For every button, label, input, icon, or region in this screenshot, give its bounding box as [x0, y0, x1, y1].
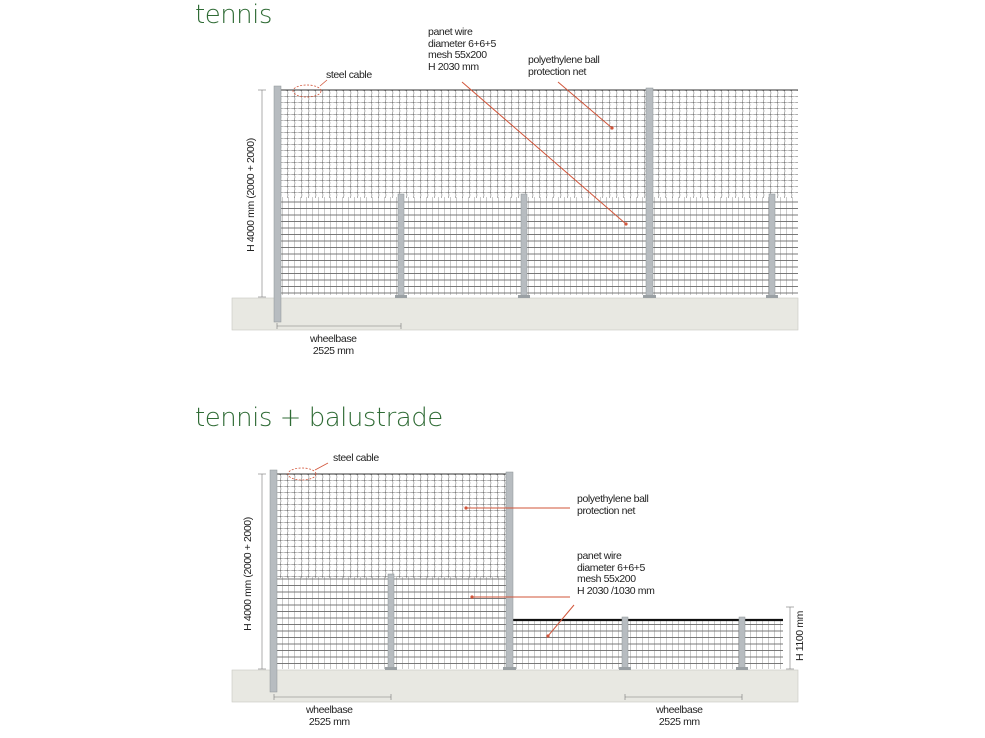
balustrade-title: tennis + balustrade	[195, 403, 443, 433]
short-post	[398, 194, 404, 297]
tall-post	[270, 470, 277, 692]
short-post	[521, 194, 527, 297]
protection-net	[272, 474, 511, 578]
tennis-diagram	[232, 80, 798, 330]
rail-height-label: H 1100 mm	[794, 611, 806, 661]
wheelbase-label-left: wheelbase 2525 mm	[306, 704, 353, 728]
steel-cable-label: steel cable	[326, 69, 372, 81]
mesh-panel	[276, 197, 798, 295]
ground-base	[232, 298, 798, 330]
rail-post	[739, 617, 745, 669]
height-label: H 4000 mm (2000 + 2000)	[245, 138, 257, 252]
short-post	[769, 194, 775, 297]
panel-wire-label: panet wire diameter 6+6+5 mesh 55x200 H 2030 /1030 mm	[577, 550, 655, 597]
balustrade-diagram	[232, 463, 798, 702]
net-label: polyethylene ball protection net	[577, 493, 649, 517]
wheelbase-label: wheelbase 2525 mm	[310, 333, 357, 357]
protection-net	[276, 90, 798, 198]
height-label: H 4000 mm (2000 + 2000)	[242, 517, 254, 631]
net-label: polyethylene ball protection net	[528, 54, 600, 78]
short-post	[388, 574, 394, 669]
steel-cable-label: steel cable	[333, 452, 379, 464]
tall-post	[274, 86, 281, 322]
tall-post	[646, 88, 653, 297]
tennis-title: tennis	[195, 0, 272, 30]
tall-post	[506, 472, 513, 669]
rail-post	[622, 617, 628, 669]
wheelbase-label-right: wheelbase 2525 mm	[656, 704, 703, 728]
panel-wire-label: panet wire diameter 6+6+5 mesh 55x200 H 2030 mm	[428, 26, 496, 73]
